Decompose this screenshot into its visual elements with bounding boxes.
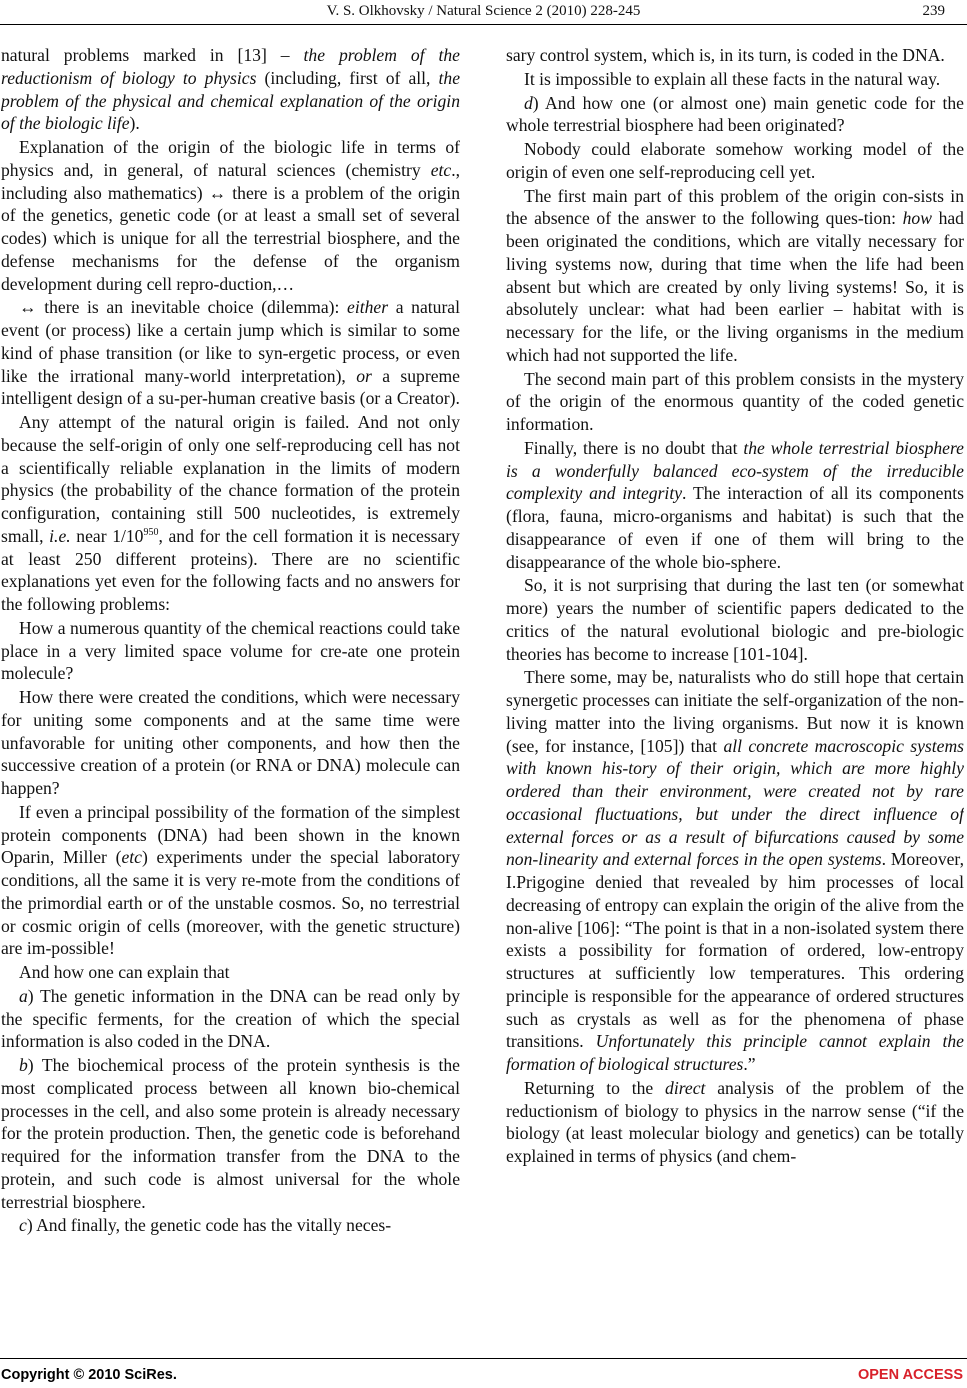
paragraph: a) The genetic information in the DNA can be read only by the specific ferments, for the creation of which the special information is also coded in the DNA.: [1, 985, 460, 1052]
paragraph: Returning to the direct analysis of the problem of the reductionism of biology to physics in the narrow sense (“if the biology (at least molecular biology and genetics) can be totally explained in terms of physics (and chem-: [506, 1077, 964, 1166]
paragraph: And how one can explain that: [19, 962, 230, 982]
paragraph: How there were created the conditions, which were necessary for uniting some components and at the same time were unfavorable for uniting other components, and how then the successive creation of a protein (or RNA or DNA) molecule can happen?: [1, 687, 460, 798]
paragraph: Finally, there is no doubt that the whole terrestrial biosphere is a wonderfully balanced eco-system of the irreducible complexity and integrity. The interaction of all its components (flora, fauna, micro-organisms and habitat) is such that the disappearance of even if one of them will bring to the disappearance of the whole bio-sphere.: [506, 437, 964, 572]
header-rule: [0, 24, 967, 25]
paragraph: If even a principal possibility of the formation of the simplest protein components (DNA) had been shown in the known Oparin, Miller (etc) experiments under the special laboratory conditions, all the same it is very re-mote from the conditions of the primordial earth or of the unstable cosmos. So, no terrestrial or cosmic origin of cells (moreover, with the genetic structure) are im-possible!: [1, 801, 460, 959]
paragraph: Nobody could elaborate somehow working model of the origin of even one self-reproducing cell yet.: [506, 139, 964, 182]
left-column: [1, 44, 460, 1334]
page-footer: [0, 1367, 967, 1387]
paragraph: ↔ there is an inevitable choice (dilemma): either a natural event (or process) like a certain jump which is similar to some kind of phase transition (or like to syn-ergetic process, or even like the irrational many-world interpretation), or a supreme intelligent design of a su-per-human creative basis (or a Creator).: [1, 297, 460, 409]
paragraph: The first main part of this problem of the origin con-sists in the absence of the answer to the following ques-tion: how had been originated the conditions, which are vitally necessary for living systems now, during that time when the life had been absent but which are created by only living systems! So, it is absolutely unclear: what had been earlier – habitat with is necessary for the life, or the living organisms in the medium which had not supported the life.: [506, 185, 964, 365]
paragraph: natural problems marked in [13] – the problem of the reductionism of biology to physics (including, first of all, the problem of the physical and chemical explanation of the origin of the biologic life).: [1, 45, 460, 134]
paragraph: c) And finally, the genetic code has the vitally neces-: [19, 1215, 392, 1236]
open-access-badge: OPEN ACCESS: [857, 1367, 963, 1383]
paragraph: Any attempt of the natural origin is failed. And not only because the self-origin of only one self-reproducing cell has not a scientifically reliable explanation in the limits of modern physics (the probability of the chance formation of the protein configuration, containing still 500 nucleotides, is extremely small, i.e. near $1/10^{950}$, and for the cell formation it is necessary at least 250 different proteins). There are no scientific explanations yet even for the following facts and no answers for the following problems:: [1, 412, 460, 614]
paragraph: The second main part of this problem consists in the mystery of the origin of the enormous quantity of the coded genetic information.: [506, 368, 964, 434]
paragraph: b) The biochemical process of the protein synthesis is the most complicated process between all known bio-chemical processes in the cell, and also some protein is already necessary for the protein production. Then, the genetic code is beforehand required for the information transfer from the DNA to the protein, and such code is almost universal for the whole terrestrial biosphere.: [1, 1055, 460, 1212]
copyright-notice: Copyright © 2010 SciRes.: [1, 1367, 177, 1383]
paragraph: sary control system, which is, in its turn, is coded in the DNA.: [506, 45, 945, 65]
paragraph: Explanation of the origin of the biologic life in terms of physics and, in general, of natural sciences (chemistry etc., including also mathematics) ↔ there is a problem of the origin of the genetics, genetic code (or at least a small set of several codes) which is unique for all the terrestrial biosphere, and the defense mechanisms for the defense of the organism development during cell repro-duction,…: [1, 137, 460, 294]
paragraph: It is impossible to explain all these facts in the natural way.: [524, 68, 941, 89]
page-number: 239: [922, 3, 945, 19]
running-header: [0, 3, 967, 23]
footer-rule: [0, 1358, 967, 1359]
paragraph: d) And how one (or almost one) main genetic code for the whole terrestrial biosphere had been originated?: [506, 92, 964, 136]
running-title: V. S. Olkhovsky / Natural Science 2 (2010) 228-245: [326, 3, 641, 19]
paragraph: So, it is not surprising that during the last ten (or somewhat more) years the number of scientific papers dedicated to the critics of the natural evolutional biologic and pre-biologic theories has become to increase [101-104].: [506, 575, 964, 664]
paragraph: There some, may be, naturalists who do still hope that certain synergetic processes can initiate the self-organization of the non-living matter into the living organisms. But now it is known (see, for instance, [105]) that all concrete macroscopic systems with known his-tory of their origin, which are more highly ordered than their environment, were created not by rare occasional fluctuations, but under the direct influence of external forces or as a result of bifurcations caused by some non-linearity and external forces in the open systems. Moreover, I.Prigogine denied that revealed by him processes of local decreasing of entropy can explain the origin of the alive from the non-alive [106]: “The point is that in a non-isolated system there exists a possibility for formation of ordered, low-entropy structures at sufficiently low temperatures. This ordering principle is responsible for the appearance of ordered structures such as crystals as well as for the phenomena of phase transitions. Unfortunately this principle cannot explain the formation of biological structures.”: [506, 667, 964, 1074]
paragraph: How a numerous quantity of the chemical reactions could take place in a very limited space volume for cre-ate one protein molecule?: [1, 617, 460, 684]
right-column: [506, 44, 964, 1334]
